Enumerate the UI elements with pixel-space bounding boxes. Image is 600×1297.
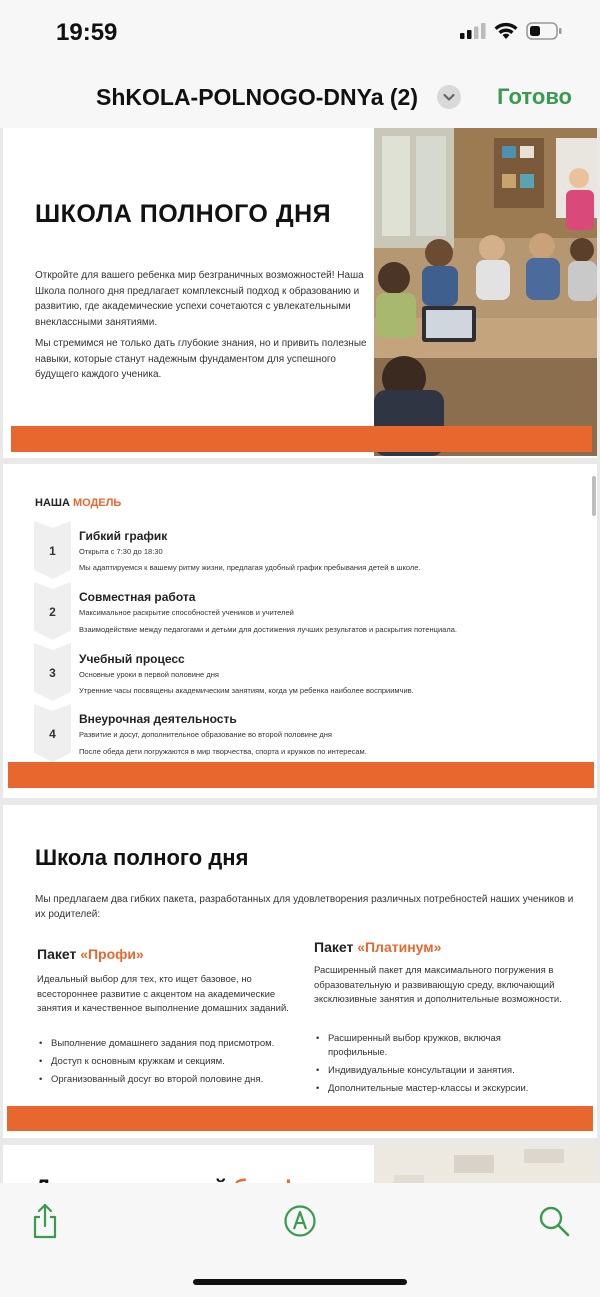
package-profi-title [37,946,144,962]
step-line-2: Мы адаптируемся к вашему ритму жизни, предлагая удобный график пребывания детей в школе. [79,563,421,572]
package-profi-title-a: Пакет [37,946,81,962]
battery-icon [526,22,562,40]
step-line-1: Открыта с 7:30 до 18:30 [79,547,163,556]
status-bar [0,0,600,70]
step-line-1: Основные уроки в первой половине дня [79,670,219,679]
package-platinum-title-b: «Платинум» [357,939,442,955]
model-heading-part-2: МОДЕЛЬ [72,497,122,509]
list-item: • Расширенный выбор кружков, включая профильные. [314,1032,554,1060]
step-line-2: Утренние часы посвящены академическим занятиям, когда ум ребенка наиболее восприимчив. [79,686,414,695]
slide1-paragraph-1: Откройте для вашего ребенка мир безграничных возможностей! Наша Школа полного дня предлагает комплексный подход к образованию и развитию, где академические успехи сочетаются с увлекательными внеклассными занятиями. [35,270,364,328]
share-button[interactable] [28,1201,62,1241]
markup-button[interactable] [283,1201,317,1241]
step-line-2: После обеда дети погружаются в мир творчества, спорта и кружков по интересам. [79,747,367,756]
list-item: • Дополнительные мастер-классы и экскурсии. [314,1082,554,1096]
slide-page-1 [3,128,597,458]
step-title: Совместная работа [79,590,196,604]
cellular-signal-icon [460,23,486,39]
slide1-title: ШКОЛА ПОЛНОГО ДНЯ [35,200,332,228]
list-item: • Индивидуальные консультации и занятия. [314,1064,554,1078]
package-platinum-list [314,1032,554,1100]
list-item: • Организованный досуг во второй половине дня. [37,1073,307,1087]
step-number: 1 [49,544,56,558]
model-heading-part-1: НАША [35,497,73,509]
step-line-1: Максимальное раскрытие способностей учеников и учителей [79,608,294,617]
slide3-accent-bar [7,1106,593,1131]
step-number: 4 [49,727,56,741]
title-menu-button[interactable] [437,85,461,109]
bottom-toolbar [0,1183,600,1297]
step-number: 3 [49,666,56,680]
step-title: Учебный процесс [79,652,185,666]
step-line-1: Развитие и досуг, дополнительное образование во второй половине дня [79,730,332,739]
status-time: 19:59 [56,19,118,46]
search-button[interactable] [537,1201,571,1241]
wifi-icon [494,22,518,40]
slide-page-2 [3,464,597,798]
step-title: Внеурочная деятельность [79,712,237,726]
model-heading [35,497,121,509]
package-platinum-desc: Расширенный пакет для максимального погружения в образовательную и развивающую среду, включающий эксклюзивные занятия и дополнительные возможности. [314,965,562,1005]
document-viewer[interactable] [0,128,600,1183]
document-title[interactable]: ShKOLA-POLNOGO-DNYa (2) [96,84,419,110]
home-indicator[interactable] [193,1279,407,1285]
step-number: 2 [49,605,56,619]
slide1-paragraph-2: Мы стремимся не только дать глубокие знания, но и привить полезные навыки, которые станут надежным фундаментом для успешного будущего каждого ученика. [35,338,367,380]
markup-icon [283,1204,317,1238]
scrollbar-thumb[interactable] [592,476,596,516]
chevron-down-icon [437,85,461,109]
package-profi-list [37,1037,307,1091]
list-item: • Выполнение домашнего задания под присмотром. [37,1037,307,1051]
slide2-accent-bar [8,762,594,788]
classroom-photo [374,128,597,456]
package-profi-title-b: «Профи» [80,946,144,962]
slide-page-3 [3,805,597,1138]
package-platinum-title-a: Пакет [314,939,358,955]
done-button[interactable]: Готово [497,84,572,109]
search-icon [538,1205,570,1237]
package-platinum-title [314,939,441,955]
document-nav-bar [0,70,600,128]
list-item: • Доступ к основным кружкам и секциям. [37,1055,307,1069]
status-icons [460,22,562,40]
step-line-2: Взаимодействие между педагогами и детьми для достижения лучших результатов и раскрытия потенциала. [79,625,457,634]
package-profi-desc: Идеальный выбор для тех, кто ищет базовое, но всестороннее развитие с акцентом на академические занятия и качественное выполнение домашних заданий. [37,974,289,1014]
share-icon [30,1203,60,1239]
slide3-intro: Мы предлагаем два гибких пакета, разработанных для удовлетворения различных потребностей наших учеников и их родителей: [35,894,574,920]
slide1-accent-bar [11,426,592,452]
step-title: Гибкий график [79,529,168,543]
slide3-title: Школа полного дня [35,845,249,870]
